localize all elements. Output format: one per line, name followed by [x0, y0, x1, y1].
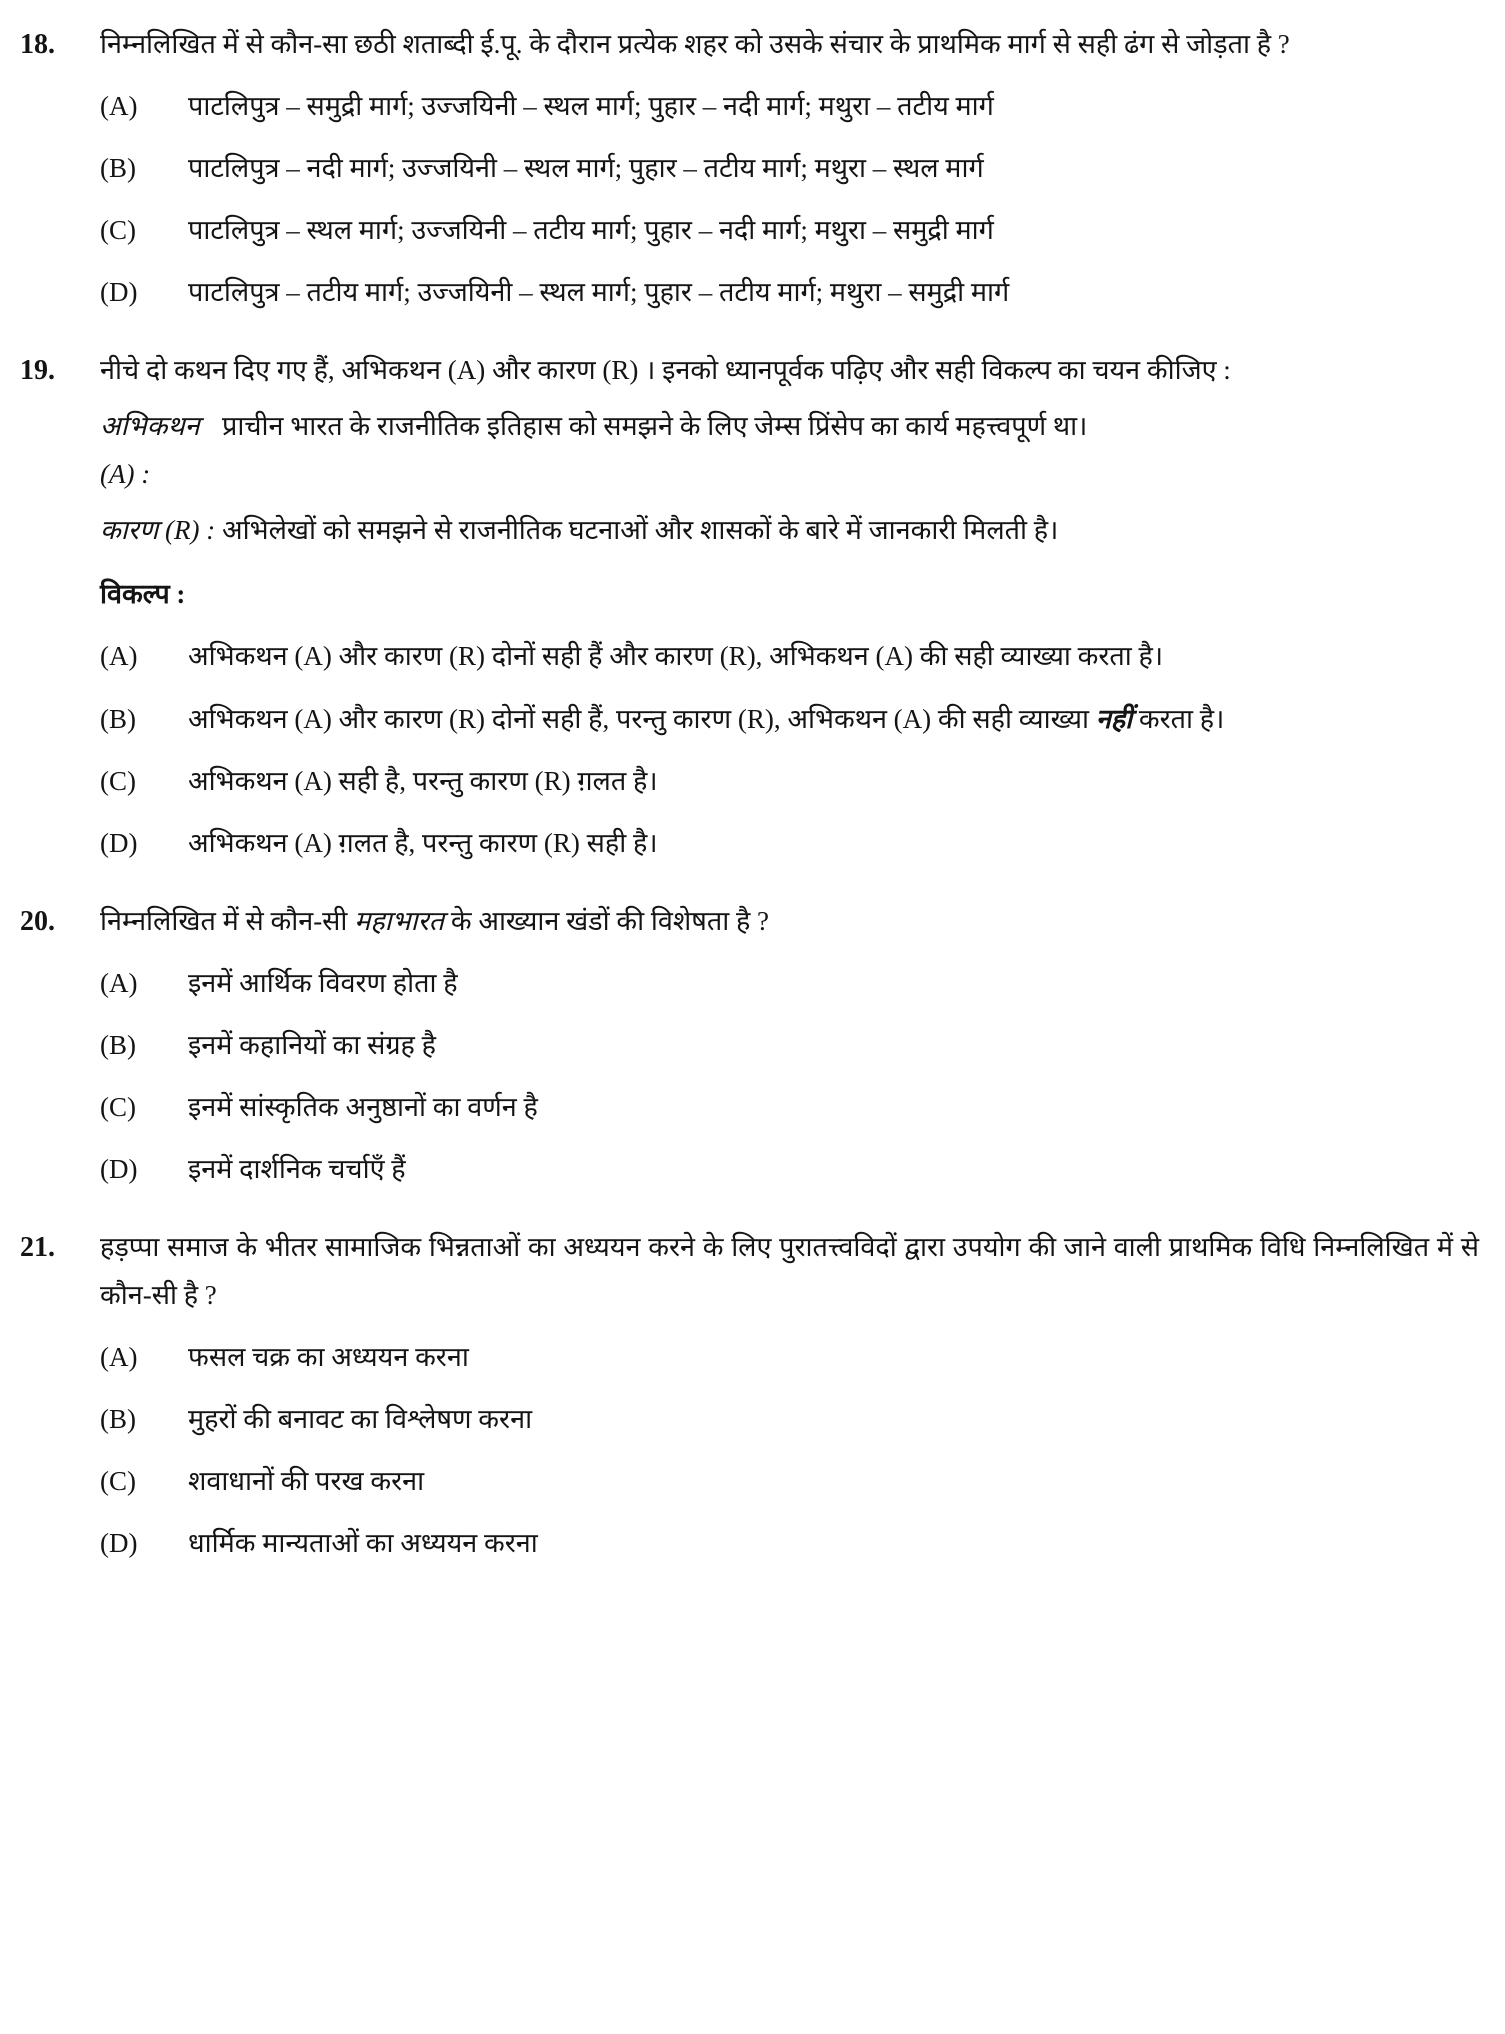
- option-label: (D): [100, 827, 138, 858]
- option-18-b: [100, 144, 1479, 192]
- question-text: नीचे दो कथन दिए गए हैं, अभिकथन (A) और कारण (R) । इनको ध्यानपूर्वक पढ़िए और सही विकल्प का चयन कीजिए :: [100, 355, 1231, 386]
- question-text-emphasis: महाभारत: [354, 905, 445, 936]
- option-label: (B): [100, 1029, 136, 1060]
- option-19-d: [100, 819, 1479, 867]
- reason-text: अभिलेखों को समझने से राजनीतिक घटनाओं और शासकों के बारे में जानकारी मिलती है।: [222, 515, 1059, 546]
- option-text: अभिकथन (A) सही है, परन्तु कारण (R) ग़लत है।: [188, 765, 658, 796]
- options-list: [100, 1333, 1479, 1567]
- option-18-a: [100, 82, 1479, 130]
- question-18: [20, 20, 1479, 316]
- question-text: हड़प्पा समाज के भीतर सामाजिक भिन्नताओं का अध्ययन करने के लिए पुरातत्त्वविदों द्वारा उपयोग की जाने वाली प्राथमिक विधि निम्नलिखित में से कौन-सी है ?: [100, 1231, 1479, 1310]
- question-20: [20, 897, 1479, 1193]
- options-list: [100, 632, 1479, 866]
- option-18-c: [100, 206, 1479, 254]
- question-21: [20, 1223, 1479, 1567]
- option-text: पाटलिपुत्र – तटीय मार्ग; उज्जयिनी – स्थल मार्ग; पुहार – तटीय मार्ग; मथुरा – समुद्री मार्ग: [188, 277, 1010, 308]
- question-text: [100, 897, 1479, 945]
- option-text: [188, 695, 1479, 743]
- question-19: [20, 346, 1479, 866]
- option-label: (D): [100, 277, 138, 308]
- option-21-b: [100, 1395, 1479, 1443]
- option-label: (C): [100, 1091, 136, 1122]
- question-text-suffix: के आख्यान खंडों की विशेषता है ?: [444, 905, 770, 936]
- question-number: 20.: [20, 905, 55, 937]
- option-20-c: [100, 1083, 1479, 1131]
- option-text: पाटलिपुत्र – समुद्री मार्ग; उज्जयिनी – स्थल मार्ग; पुहार – नदी मार्ग; मथुरा – तटीय मार्ग: [188, 91, 994, 122]
- question-number: 18.: [20, 29, 55, 60]
- question-number: 19.: [20, 355, 55, 387]
- option-text-suffix: करता है।: [1132, 703, 1225, 734]
- option-label: (C): [100, 765, 136, 796]
- option-label: (B): [100, 153, 136, 184]
- option-text: इनमें सांस्कृतिक अनुष्ठानों का वर्णन है: [188, 1091, 538, 1122]
- question-number: 21.: [20, 1231, 55, 1263]
- option-text: मुहरों की बनावट का विश्लेषण करना: [188, 1404, 533, 1435]
- option-text: इनमें आर्थिक विवरण होता है: [188, 967, 458, 998]
- question-text-prefix: निम्नलिखित में से कौन-सी: [100, 905, 355, 936]
- option-label: (B): [100, 703, 136, 734]
- option-text-emphasis: नहीं: [1095, 703, 1133, 734]
- option-text: इनमें दार्शनिक चर्चाएँ हैं: [188, 1153, 406, 1184]
- option-20-a: [100, 959, 1479, 1007]
- option-text: धार्मिक मान्यताओं का अध्ययन करना: [188, 1528, 538, 1559]
- option-text: पाटलिपुत्र – स्थल मार्ग; उज्जयिनी – तटीय मार्ग; पुहार – नदी मार्ग; मथुरा – समुद्री मार्ग: [188, 215, 994, 246]
- option-label: (A): [100, 641, 138, 672]
- option-20-d: [100, 1145, 1479, 1193]
- assertion-label: अभिकथन (A) :: [100, 411, 200, 490]
- reason-row: [100, 506, 1479, 554]
- option-19-a: [100, 632, 1479, 680]
- option-text-prefix: अभिकथन (A) और कारण (R) दोनों सही हैं, परन्तु कारण (R), अभिकथन (A) की सही व्याख्या: [188, 703, 1096, 734]
- option-label: (C): [100, 1466, 136, 1497]
- option-text: अभिकथन (A) ग़लत है, परन्तु कारण (R) सही है।: [188, 827, 658, 858]
- option-21-c: [100, 1457, 1479, 1505]
- option-21-a: [100, 1333, 1479, 1381]
- assertion-text: प्राचीन भारत के राजनीतिक इतिहास को समझने के लिए जेम्स प्रिंसेप का कार्य महत्त्वपूर्ण था।: [222, 411, 1088, 442]
- option-19-b: [100, 695, 1479, 743]
- options-list: [100, 82, 1479, 316]
- option-20-b: [100, 1021, 1479, 1069]
- option-label: (A): [100, 967, 138, 998]
- option-label: (D): [100, 1153, 138, 1184]
- option-label: (C): [100, 215, 136, 246]
- options-heading: विकल्प :: [100, 579, 186, 610]
- option-21-d: [100, 1519, 1479, 1567]
- option-text: फसल चक्र का अध्ययन करना: [188, 1341, 469, 1372]
- option-text: अभिकथन (A) और कारण (R) दोनों सही हैं और कारण (R), अभिकथन (A) की सही व्याख्या करता है।: [188, 641, 1164, 672]
- assertion-row: [100, 402, 1479, 498]
- option-18-d: [100, 268, 1479, 316]
- option-19-c: [100, 757, 1479, 805]
- reason-label: कारण (R) :: [100, 515, 216, 546]
- option-label: (A): [100, 91, 138, 122]
- option-label: (A): [100, 1341, 138, 1372]
- option-label: (D): [100, 1528, 138, 1559]
- option-text: इनमें कहानियों का संग्रह है: [188, 1029, 436, 1060]
- option-text: पाटलिपुत्र – नदी मार्ग; उज्जयिनी – स्थल मार्ग; पुहार – तटीय मार्ग; मथुरा – स्थल मार्ग: [188, 153, 984, 184]
- options-list: [100, 959, 1479, 1193]
- option-label: (B): [100, 1404, 136, 1435]
- question-text: निम्नलिखित में से कौन-सा छठी शताब्दी ई.पू. के दौरान प्रत्येक शहर को उसके संचार के प्राथमिक मार्ग से सही ढंग से जोड़ता है ?: [100, 29, 1290, 59]
- option-text: शवाधानों की परख करना: [188, 1466, 425, 1497]
